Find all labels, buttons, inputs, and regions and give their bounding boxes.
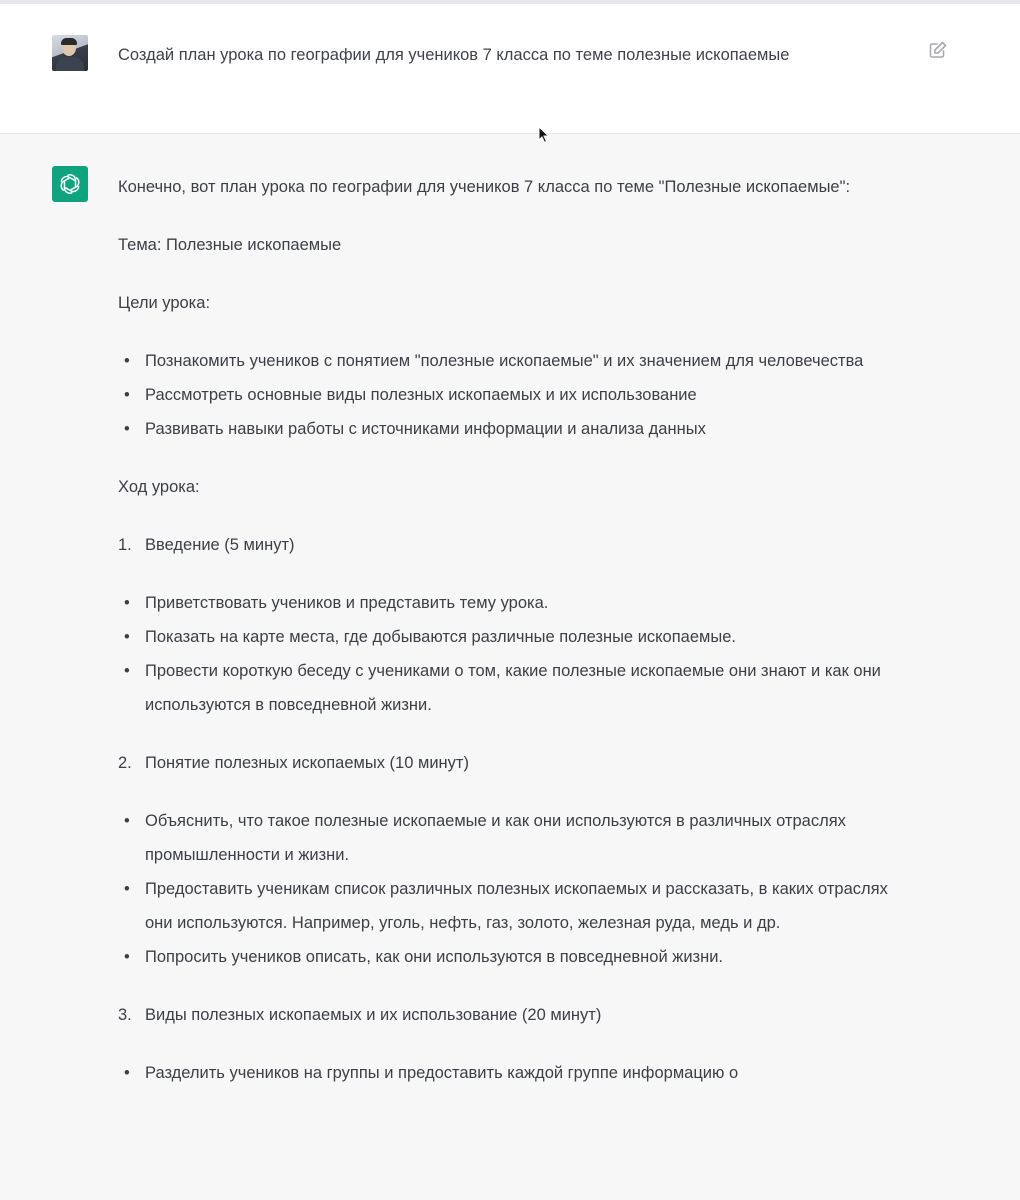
step-items-list — [118, 804, 918, 974]
user-message — [0, 4, 1020, 134]
user-message-text: Создай план урока по географии для учеников 7 класса по теме полезные ископаемые — [118, 46, 790, 64]
intro-text: Конечно, вот план урока по географии для учеников 7 класса по теме "Полезные ископаемые": — [118, 178, 851, 196]
list-item: • Разделить учеников на группы и предоставить каждой группе информацию о — [118, 1056, 918, 1090]
goals-list — [118, 344, 918, 446]
step-number: 2. — [118, 754, 132, 772]
list-item: • Приветствовать учеников и представить тему урока. — [118, 586, 918, 620]
list-item: • Попросить учеников описать, как они используются в повседневной жизни. — [118, 940, 918, 974]
edit-icon[interactable] — [928, 40, 948, 60]
user-avatar — [52, 35, 88, 71]
goals-heading: Цели урока: — [118, 294, 211, 312]
list-item: • Провести короткую беседу с учениками о том, какие полезные ископаемые они знают и как они используются в повседневной жизни. — [118, 654, 918, 722]
step-items-list — [118, 586, 918, 722]
lesson-step — [118, 528, 918, 722]
mouse-cursor-icon — [538, 126, 550, 144]
list-item: • Развивать навыки работы с источниками информации и анализа данных — [118, 412, 918, 446]
list-item: • Предоставить ученикам список различных полезных ископаемых и рассказать, в каких отраслях они используются. Например, уголь, нефть, газ, золото, железная руда, медь и др. — [118, 872, 918, 940]
list-item: • Показать на карте места, где добываются различные полезные ископаемые. — [118, 620, 918, 654]
list-item: • Объяснить, что такое полезные ископаемые и как они используются в различных отраслях промышленности и жизни. — [118, 804, 918, 872]
assistant-message-content — [118, 170, 918, 1090]
assistant-message — [0, 134, 1020, 1090]
step-title: Введение (5 минут) — [145, 536, 295, 554]
step-items-list — [118, 1056, 918, 1090]
lesson-step — [118, 998, 918, 1090]
step-number: 1. — [118, 536, 132, 554]
topic-text: Тема: Полезные ископаемые — [118, 236, 342, 254]
course-heading: Ход урока: — [118, 478, 200, 496]
step-title: Виды полезных ископаемых и их использование (20 минут) — [145, 1006, 602, 1024]
list-item: • Рассмотреть основные виды полезных ископаемых и их использование — [118, 378, 918, 412]
list-item: • Познакомить учеников с понятием "полезные ископаемые" и их значением для человечества — [118, 344, 918, 378]
lesson-step — [118, 746, 918, 974]
chatgpt-logo-icon — [52, 166, 88, 202]
step-title: Понятие полезных ископаемых (10 минут) — [145, 754, 469, 772]
step-number: 3. — [118, 1006, 132, 1024]
